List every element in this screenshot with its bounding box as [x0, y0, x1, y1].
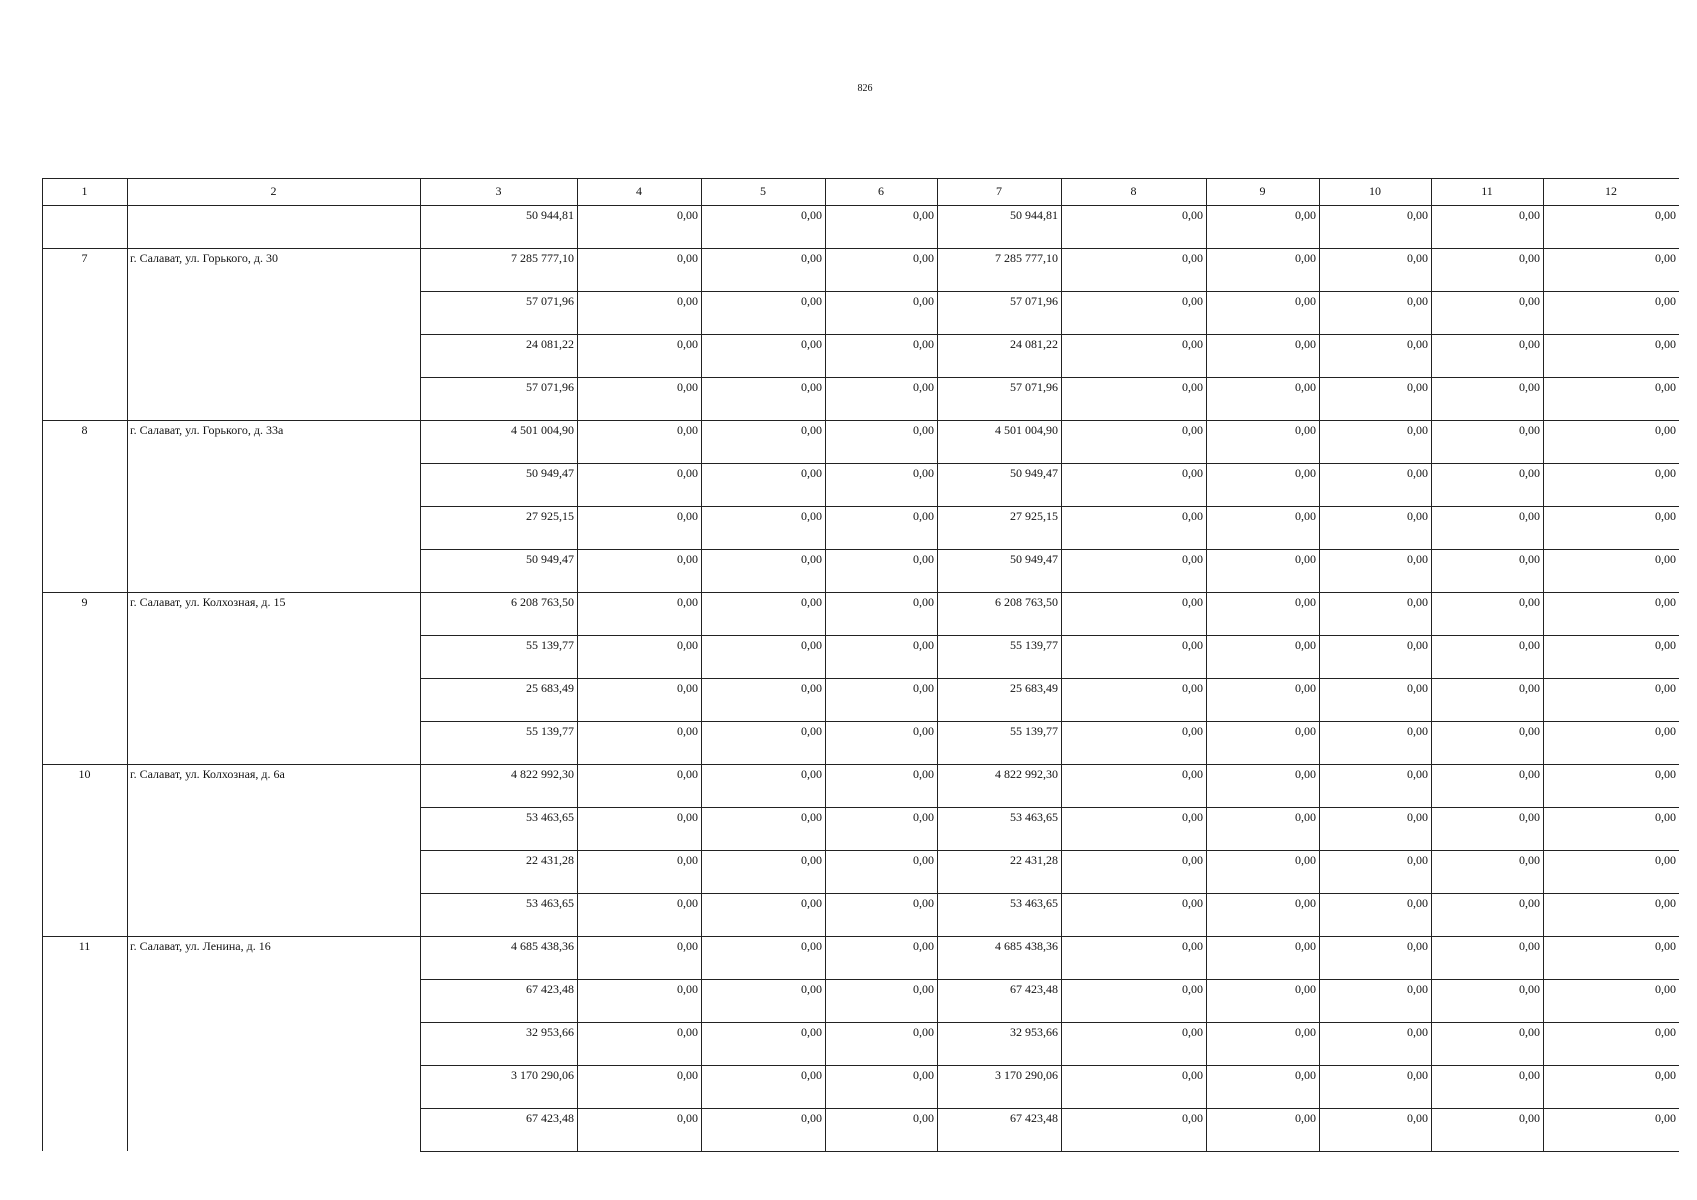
table-cell: 55 139,77 [1010, 724, 1058, 738]
table-cell: 0,00 [1655, 380, 1676, 394]
column-header: 12 [1605, 184, 1617, 198]
table-cell: 32 953,66 [1010, 1025, 1058, 1039]
table-cell: 0,00 [913, 423, 934, 437]
table-cell: 0,00 [1182, 1025, 1203, 1039]
table-cell: 0,00 [1295, 466, 1316, 480]
table-cell: 0,00 [1519, 939, 1540, 953]
table-cell: 0,00 [1182, 552, 1203, 566]
table-cell: 0,00 [1182, 767, 1203, 781]
table-cell: 50 944,81 [1010, 208, 1058, 222]
table-cell: 0,00 [1295, 939, 1316, 953]
table-cell: 0,00 [1655, 939, 1676, 953]
table-cell: 22 431,28 [526, 853, 574, 867]
row-separator [420, 635, 1679, 636]
column-line [577, 178, 578, 1151]
table-cell: 0,00 [677, 466, 698, 480]
row-separator [420, 463, 1679, 464]
column-line [1061, 178, 1062, 1151]
table-cell: 22 431,28 [1010, 853, 1058, 867]
table-cell: 53 463,65 [526, 810, 574, 824]
table-cell: 4 685 438,36 [511, 939, 574, 953]
table-cell: 0,00 [801, 294, 822, 308]
table-cell: 0,00 [801, 681, 822, 695]
table-cell: 67 423,48 [1010, 1111, 1058, 1125]
table-cell: 0,00 [801, 380, 822, 394]
table-cell: 0,00 [913, 853, 934, 867]
table-cell: 0,00 [1182, 380, 1203, 394]
table-cell: 0,00 [1519, 294, 1540, 308]
table-cell: 0,00 [801, 466, 822, 480]
table-cell: 0,00 [1295, 853, 1316, 867]
column-line [825, 178, 826, 1151]
table-cell: 67 423,48 [526, 982, 574, 996]
table-cell: 0,00 [1407, 681, 1428, 695]
table-cell: 0,00 [677, 982, 698, 996]
table-cell: 0,00 [1519, 509, 1540, 523]
table-cell: 53 463,65 [1010, 810, 1058, 824]
row-separator [420, 721, 1679, 722]
table-cell: 0,00 [1182, 681, 1203, 695]
table-cell: 0,00 [1407, 638, 1428, 652]
table-cell: 0,00 [677, 552, 698, 566]
table-cell: 7 285 777,10 [995, 251, 1058, 265]
table-cell: 0,00 [1519, 767, 1540, 781]
table-cell: 0,00 [1295, 380, 1316, 394]
row-separator [420, 506, 1679, 507]
table-cell: 0,00 [913, 724, 934, 738]
row-number: 10 [78, 767, 91, 781]
column-line [127, 178, 128, 1151]
table-cell: 0,00 [801, 853, 822, 867]
column-line [937, 178, 938, 1151]
table-cell: 0,00 [1407, 552, 1428, 566]
table-cell: 32 953,66 [526, 1025, 574, 1039]
table-cell: 0,00 [1655, 724, 1676, 738]
table-cell: 0,00 [1295, 638, 1316, 652]
table-cell: 0,00 [913, 552, 934, 566]
table-cell: 0,00 [1182, 853, 1203, 867]
table-cell: 0,00 [1407, 939, 1428, 953]
column-line [1431, 178, 1432, 1151]
row-number: 7 [81, 251, 88, 265]
table-cell: 25 683,49 [526, 681, 574, 695]
table-cell: 0,00 [1295, 681, 1316, 695]
table-cell: 0,00 [1295, 423, 1316, 437]
table-cell: 0,00 [1519, 552, 1540, 566]
column-header: 7 [996, 184, 1002, 198]
table-cell: 0,00 [1182, 982, 1203, 996]
table-cell: 0,00 [913, 681, 934, 695]
page-number: 826 [857, 83, 873, 94]
table-cell: 0,00 [801, 208, 822, 222]
table-cell: 0,00 [1295, 1111, 1316, 1125]
table-cell: 0,00 [1655, 896, 1676, 910]
table-cell: 0,00 [677, 810, 698, 824]
table-cell: 0,00 [1655, 337, 1676, 351]
table-cell: 0,00 [677, 294, 698, 308]
table-cell: 0,00 [1519, 681, 1540, 695]
table-cell: 25 683,49 [1010, 681, 1058, 695]
table-cell: 0,00 [1295, 1068, 1316, 1082]
column-line [701, 178, 702, 1151]
row-separator [420, 807, 1679, 808]
table-cell: 0,00 [801, 337, 822, 351]
table-cell: 50 944,81 [526, 208, 574, 222]
table-cell: 0,00 [1655, 810, 1676, 824]
table-cell: 4 685 438,36 [995, 939, 1058, 953]
column-line [420, 178, 421, 1151]
table-cell: 50 949,47 [1010, 466, 1058, 480]
table-cell: 0,00 [1655, 595, 1676, 609]
row-number: 11 [78, 939, 91, 953]
table-cell: 0,00 [1295, 552, 1316, 566]
table-cell: 50 949,47 [526, 552, 574, 566]
table-cell: 50 949,47 [526, 466, 574, 480]
table-cell: 4 501 004,90 [995, 423, 1058, 437]
table-bottom-line [420, 1151, 1679, 1152]
table-cell: 0,00 [801, 896, 822, 910]
column-header: 3 [495, 184, 502, 198]
table-cell: 0,00 [913, 294, 934, 308]
table-cell: 0,00 [1182, 939, 1203, 953]
table-cell: 0,00 [1655, 982, 1676, 996]
table-cell: 0,00 [1655, 1025, 1676, 1039]
table-cell: 0,00 [1407, 1111, 1428, 1125]
table-cell: 0,00 [1295, 337, 1316, 351]
table-cell: 0,00 [1655, 1068, 1676, 1082]
row-separator [420, 334, 1679, 335]
table-cell: 0,00 [1519, 896, 1540, 910]
table-cell: 0,00 [1407, 896, 1428, 910]
table-cell: 55 139,77 [526, 638, 574, 652]
table-cell: 0,00 [677, 595, 698, 609]
address-cell: г. Салават, ул. Горького, д. 30 [130, 251, 278, 265]
table-cell: 0,00 [1182, 251, 1203, 265]
table-cell: 24 081,22 [1010, 337, 1058, 351]
table-cell: 0,00 [1519, 595, 1540, 609]
table-cell: 0,00 [801, 1068, 822, 1082]
table-cell: 0,00 [1407, 853, 1428, 867]
table-cell: 0,00 [1655, 208, 1676, 222]
table-cell: 0,00 [677, 251, 698, 265]
table-cell: 0,00 [1407, 509, 1428, 523]
table-cell: 0,00 [677, 1111, 698, 1125]
row-separator [420, 1108, 1679, 1109]
table-cell: 0,00 [801, 767, 822, 781]
table-cell: 0,00 [913, 509, 934, 523]
table-cell: 0,00 [1655, 767, 1676, 781]
address-cell: г. Салават, ул. Колхозная, д. 15 [130, 595, 286, 609]
table-cell: 0,00 [913, 337, 934, 351]
table-cell: 0,00 [1655, 638, 1676, 652]
table-cell: 0,00 [1655, 853, 1676, 867]
table-cell: 0,00 [913, 595, 934, 609]
table-cell: 0,00 [1407, 767, 1428, 781]
table-cell: 0,00 [913, 380, 934, 394]
table-cell: 27 925,15 [1010, 509, 1058, 523]
table-cell: 0,00 [677, 1025, 698, 1039]
table-cell: 55 139,77 [526, 724, 574, 738]
address-cell: г. Салават, ул. Ленина, д. 16 [130, 939, 271, 953]
table-cell: 0,00 [1295, 810, 1316, 824]
table-cell: 50 949,47 [1010, 552, 1058, 566]
table-cell: 0,00 [1295, 982, 1316, 996]
column-header: 9 [1259, 184, 1266, 198]
address-cell: г. Салават, ул. Горького, д. 33а [130, 423, 284, 437]
table-cell: 0,00 [1519, 1068, 1540, 1082]
table-cell: 0,00 [1295, 1025, 1316, 1039]
table-cell: 0,00 [1519, 638, 1540, 652]
table-cell: 0,00 [677, 939, 698, 953]
table-cell: 0,00 [677, 681, 698, 695]
row-separator [420, 678, 1679, 679]
table-cell: 0,00 [801, 638, 822, 652]
table-cell: 0,00 [1655, 423, 1676, 437]
table-cell: 4 822 992,30 [511, 767, 574, 781]
table-cell: 0,00 [1519, 337, 1540, 351]
table-cell: 0,00 [801, 1111, 822, 1125]
row-number: 8 [81, 423, 88, 437]
column-line [1206, 178, 1207, 1151]
table-cell: 0,00 [1182, 208, 1203, 222]
table-cell: 0,00 [1519, 853, 1540, 867]
table-cell: 0,00 [1655, 1111, 1676, 1125]
row-separator [42, 592, 1679, 593]
column-line [1543, 178, 1544, 1151]
table-cell: 0,00 [1182, 896, 1203, 910]
table-cell: 0,00 [1407, 380, 1428, 394]
row-separator [420, 377, 1679, 378]
table-cell: 0,00 [677, 767, 698, 781]
header-bottom-line [42, 205, 1679, 206]
table-cell: 0,00 [801, 423, 822, 437]
column-header: 2 [270, 184, 277, 198]
table-border-top [42, 178, 1679, 179]
table-cell: 0,00 [801, 982, 822, 996]
data-table [42, 178, 1679, 1150]
table-cell: 0,00 [913, 767, 934, 781]
column-header: 5 [760, 184, 766, 198]
table-cell: 0,00 [1295, 251, 1316, 265]
table-cell: 0,00 [1295, 724, 1316, 738]
row-separator [420, 1065, 1679, 1066]
table-cell: 0,00 [1407, 466, 1428, 480]
table-cell: 0,00 [1655, 466, 1676, 480]
table-cell: 57 071,96 [526, 380, 574, 394]
column-header: 1 [81, 184, 88, 198]
table-cell: 0,00 [913, 810, 934, 824]
table-cell: 0,00 [1519, 810, 1540, 824]
table-cell: 0,00 [801, 939, 822, 953]
table-cell: 0,00 [1295, 595, 1316, 609]
table-cell: 67 423,48 [526, 1111, 574, 1125]
column-header: 10 [1369, 184, 1381, 198]
table-cell: 0,00 [1407, 251, 1428, 265]
table-cell: 0,00 [913, 208, 934, 222]
table-cell: 0,00 [677, 896, 698, 910]
table-cell: 0,00 [1655, 552, 1676, 566]
table-cell: 0,00 [1519, 423, 1540, 437]
table-cell: 53 463,65 [1010, 896, 1058, 910]
table-cell: 0,00 [677, 1068, 698, 1082]
table-cell: 0,00 [801, 1025, 822, 1039]
table-cell: 3 170 290,06 [995, 1068, 1058, 1082]
table-cell: 24 081,22 [526, 337, 574, 351]
table-cell: 0,00 [913, 638, 934, 652]
table-cell: 0,00 [1519, 724, 1540, 738]
table-cell: 0,00 [801, 552, 822, 566]
table-cell: 0,00 [1407, 595, 1428, 609]
column-header: 6 [878, 184, 884, 198]
table-cell: 0,00 [1407, 208, 1428, 222]
row-separator [42, 764, 1679, 765]
table-cell: 0,00 [1655, 294, 1676, 308]
row-separator [42, 936, 1679, 937]
table-cell: 0,00 [1182, 1111, 1203, 1125]
table-cell: 0,00 [1407, 1025, 1428, 1039]
table-cell: 0,00 [1519, 251, 1540, 265]
table-cell: 0,00 [677, 509, 698, 523]
table-cell: 0,00 [1519, 1025, 1540, 1039]
table-cell: 0,00 [677, 208, 698, 222]
table-cell: 0,00 [801, 509, 822, 523]
table-cell: 0,00 [1519, 1111, 1540, 1125]
row-number: 9 [81, 595, 88, 609]
table-cell: 0,00 [913, 1068, 934, 1082]
table-cell: 0,00 [1519, 982, 1540, 996]
table-cell: 0,00 [801, 810, 822, 824]
table-cell: 0,00 [1182, 337, 1203, 351]
table-cell: 0,00 [913, 466, 934, 480]
table-cell: 0,00 [1182, 294, 1203, 308]
row-separator [420, 549, 1679, 550]
table-cell: 0,00 [913, 251, 934, 265]
table-cell: 0,00 [913, 939, 934, 953]
address-cell: г. Салават, ул. Колхозная, д. 6а [130, 767, 285, 781]
table-cell: 3 170 290,06 [511, 1068, 574, 1082]
column-line [42, 178, 43, 1151]
table-cell: 0,00 [1295, 509, 1316, 523]
column-header: 8 [1130, 184, 1137, 198]
table-cell: 0,00 [677, 337, 698, 351]
table-cell: 0,00 [801, 251, 822, 265]
table-cell: 4 501 004,90 [511, 423, 574, 437]
table-cell: 0,00 [1295, 208, 1316, 222]
row-separator [42, 248, 1679, 249]
table-cell: 55 139,77 [1010, 638, 1058, 652]
table-cell: 0,00 [1519, 380, 1540, 394]
table-cell: 6 208 763,50 [995, 595, 1058, 609]
table-cell: 0,00 [1182, 595, 1203, 609]
table-cell: 0,00 [1407, 423, 1428, 437]
table-cell: 4 822 992,30 [995, 767, 1058, 781]
table-cell: 57 071,96 [1010, 294, 1058, 308]
table-cell: 0,00 [1182, 466, 1203, 480]
table-cell: 0,00 [1295, 294, 1316, 308]
table-cell: 7 285 777,10 [511, 251, 574, 265]
table-cell: 0,00 [1182, 638, 1203, 652]
column-header: 11 [1481, 184, 1493, 198]
table-cell: 0,00 [1407, 294, 1428, 308]
table-cell: 0,00 [1655, 509, 1676, 523]
table-cell: 0,00 [1182, 724, 1203, 738]
table-cell: 0,00 [913, 982, 934, 996]
table-cell: 0,00 [677, 380, 698, 394]
table-cell: 0,00 [913, 1111, 934, 1125]
table-cell: 0,00 [1182, 1068, 1203, 1082]
table-cell: 0,00 [677, 423, 698, 437]
row-separator [420, 850, 1679, 851]
column-line [1319, 178, 1320, 1151]
row-separator [42, 420, 1679, 421]
table-cell: 0,00 [1182, 810, 1203, 824]
table-cell: 0,00 [801, 595, 822, 609]
table-cell: 67 423,48 [1010, 982, 1058, 996]
table-cell: 6 208 763,50 [511, 595, 574, 609]
table-cell: 0,00 [1182, 423, 1203, 437]
table-cell: 0,00 [1182, 509, 1203, 523]
table-cell: 0,00 [1655, 251, 1676, 265]
table-cell: 57 071,96 [526, 294, 574, 308]
table-cell: 0,00 [1407, 810, 1428, 824]
table-cell: 0,00 [1519, 466, 1540, 480]
table-cell: 0,00 [1295, 767, 1316, 781]
column-header: 4 [636, 184, 642, 198]
table-cell: 53 463,65 [526, 896, 574, 910]
row-separator [420, 291, 1679, 292]
table-cell: 0,00 [1407, 337, 1428, 351]
table-cell: 0,00 [1407, 1068, 1428, 1082]
table-cell: 0,00 [1295, 896, 1316, 910]
table-cell: 0,00 [1407, 982, 1428, 996]
row-separator [420, 1022, 1679, 1023]
table-cell: 0,00 [801, 724, 822, 738]
row-separator [420, 893, 1679, 894]
table-cell: 57 071,96 [1010, 380, 1058, 394]
table-cell: 0,00 [677, 724, 698, 738]
table-cell: 0,00 [913, 1025, 934, 1039]
table-cell: 0,00 [1655, 681, 1676, 695]
table-cell: 0,00 [1407, 724, 1428, 738]
table-cell: 27 925,15 [526, 509, 574, 523]
table-cell: 0,00 [913, 896, 934, 910]
table-cell: 0,00 [1519, 208, 1540, 222]
table-cell: 0,00 [677, 853, 698, 867]
table-cell: 0,00 [677, 638, 698, 652]
row-separator [420, 979, 1679, 980]
